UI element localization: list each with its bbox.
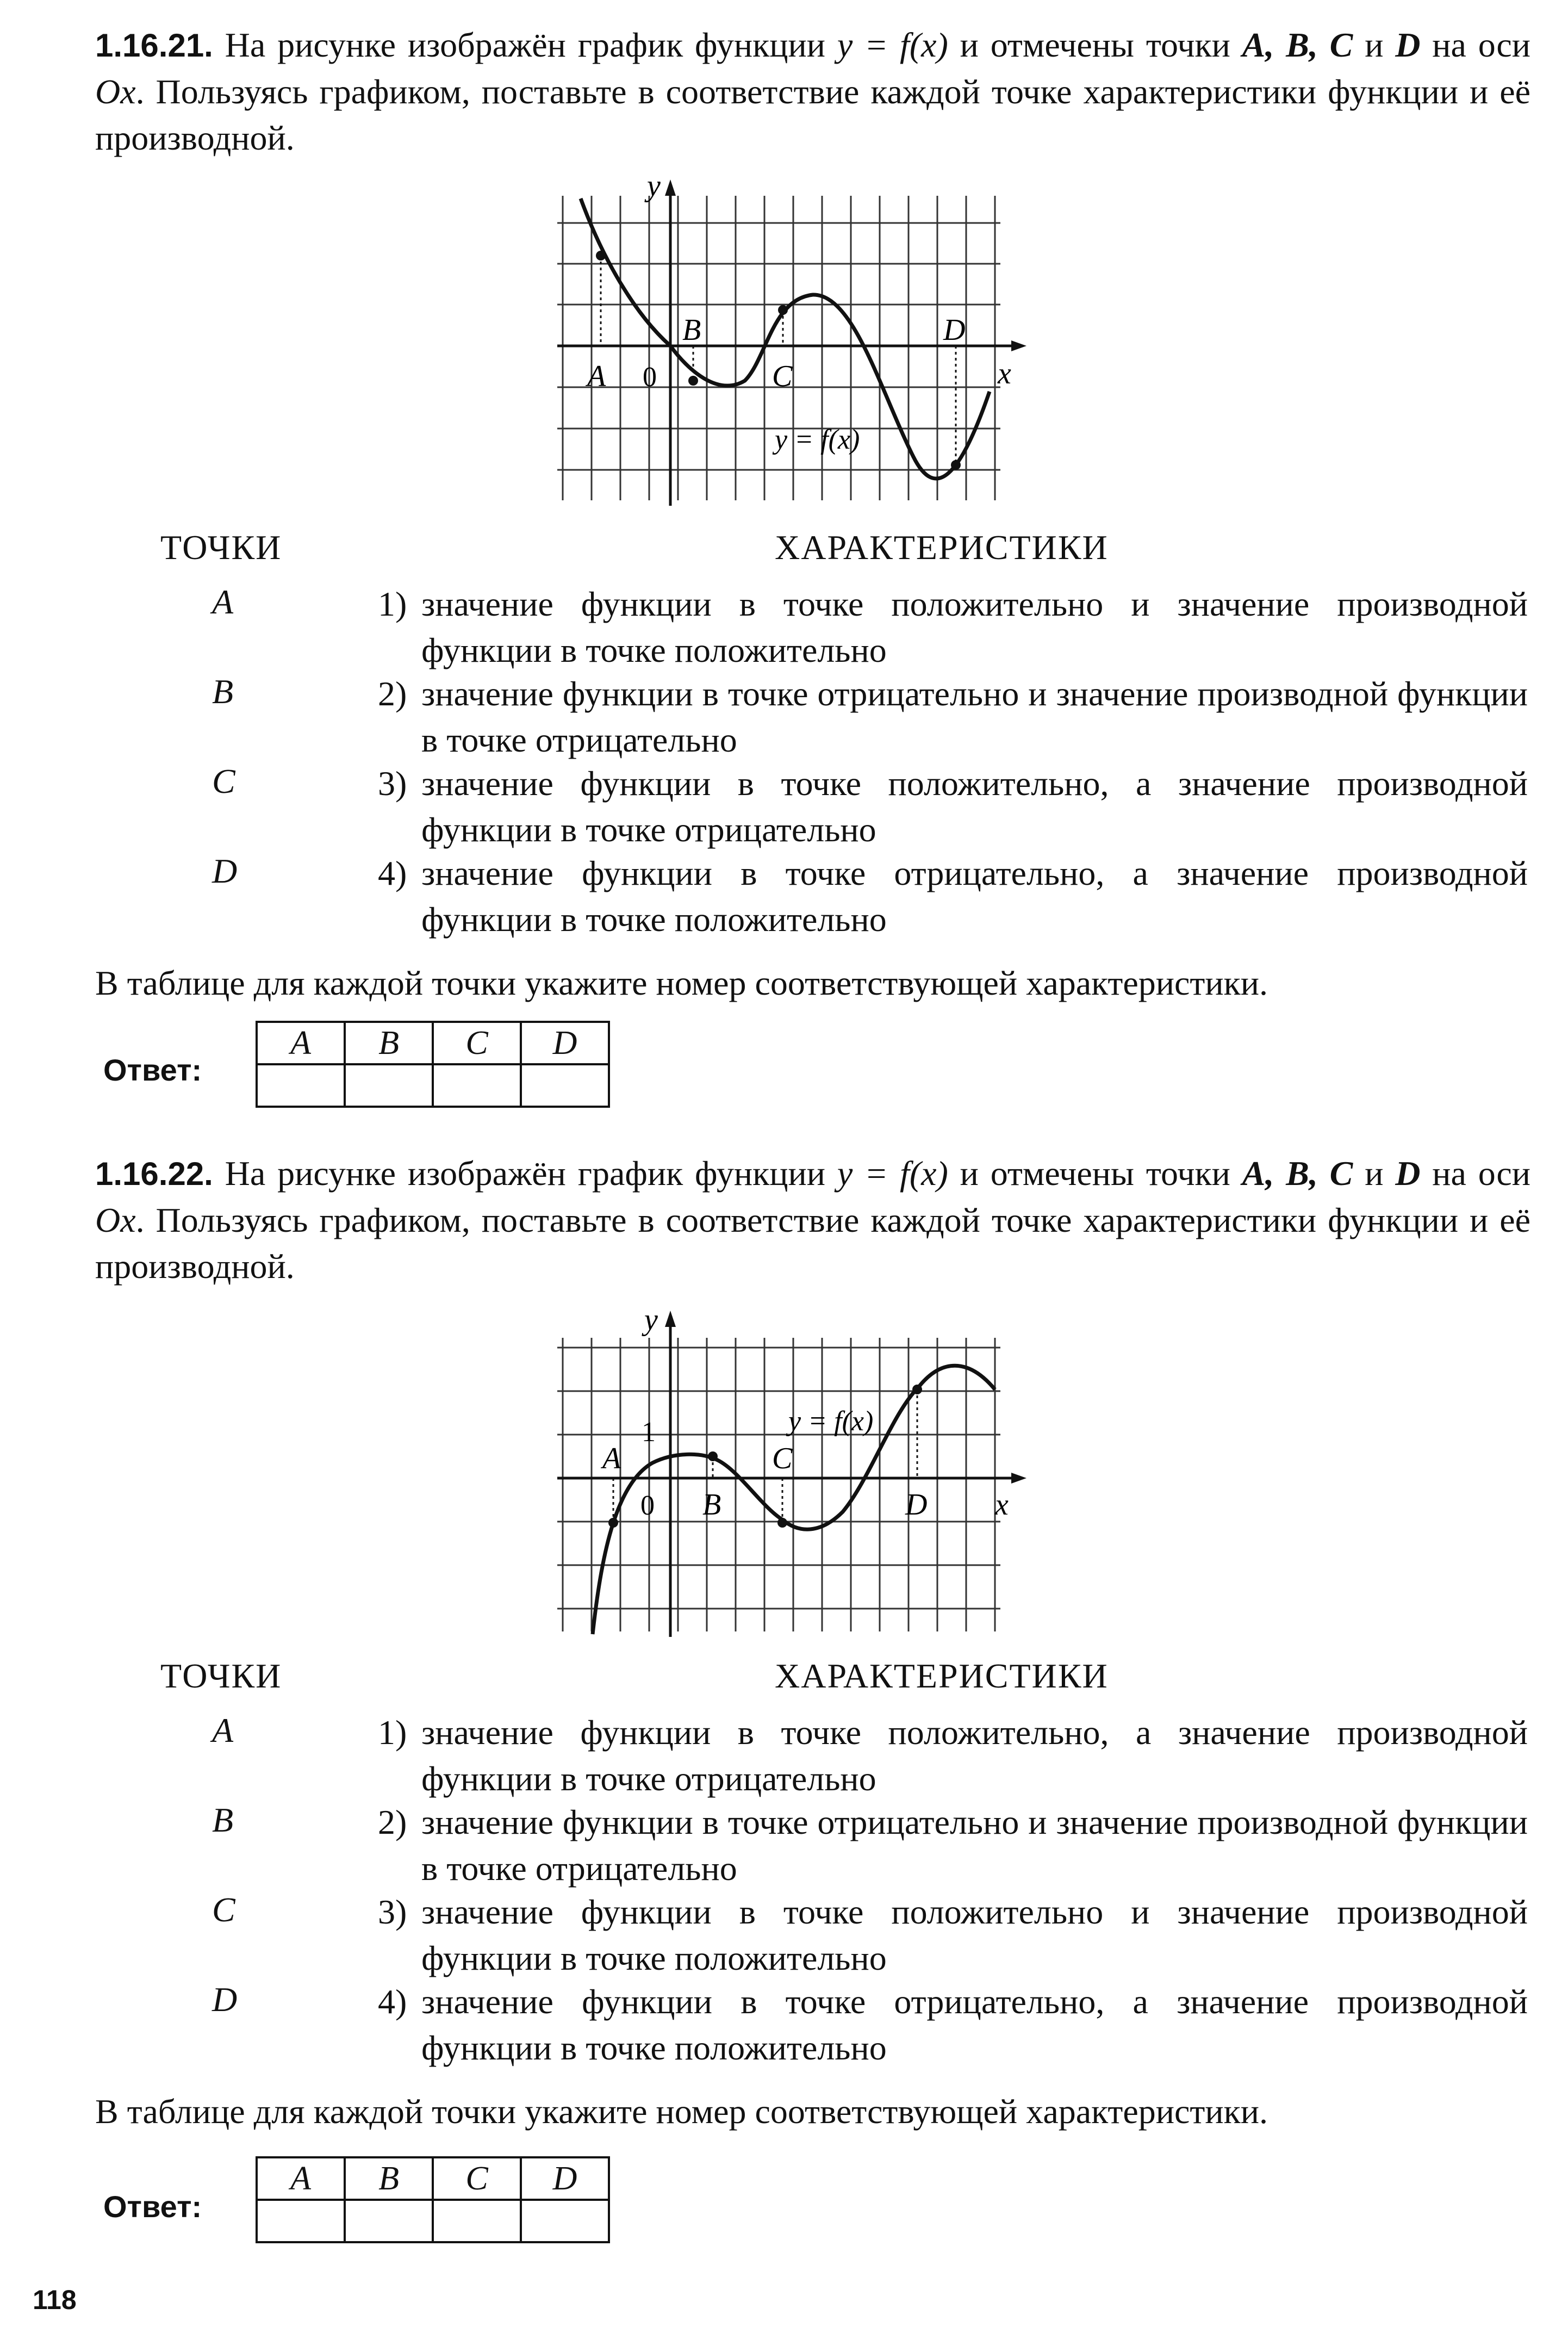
- answer-cell-c[interactable]: [433, 2200, 521, 2242]
- svg-text:y = f(x): y = f(x): [788, 1406, 874, 1437]
- answer-cell-a[interactable]: [257, 2200, 345, 2242]
- answer-header-b: B: [345, 1022, 433, 1064]
- problem-number: 1.16.21.: [95, 27, 213, 64]
- page-number: 118: [33, 2285, 77, 2315]
- graph-2: [555, 1305, 1033, 1642]
- answer-cell-a[interactable]: [257, 1064, 345, 1107]
- characteristic-2: 2) значение функции в точке отрицательно и значение производной функции в точке отрицательно: [378, 674, 1528, 759]
- answer-label: Ответ:: [103, 1053, 202, 1087]
- svg-text:B: B: [682, 313, 701, 347]
- point-label-b: B: [212, 672, 234, 711]
- svg-text:0: 0: [643, 362, 657, 393]
- answer-label: Ответ:: [103, 2189, 202, 2224]
- function-notation: y = f(x): [837, 1154, 948, 1193]
- answer-cell-d[interactable]: [521, 2200, 609, 2242]
- col-characteristics-header: ХАРАКТЕРИСТИКИ: [775, 528, 1109, 567]
- svg-text:x: x: [998, 357, 1011, 390]
- answer-header-c: C: [433, 2157, 521, 2200]
- answer-header-a: A: [257, 1022, 345, 1064]
- col-characteristics-header: ХАРАКТЕРИСТИКИ: [775, 1656, 1109, 1695]
- instruction: В таблице для каждой точки укажите номер соответствующей характеристики.: [95, 2092, 1268, 2131]
- col-points-header: ТОЧКИ: [160, 528, 282, 567]
- characteristic-3: 3) значение функции в точке положительно, а значение производной функции в точке отрицательно: [378, 764, 1528, 849]
- svg-text:A: A: [602, 1442, 621, 1475]
- col-points-header: ТОЧКИ: [160, 1656, 282, 1695]
- answer-cell-d[interactable]: [521, 1064, 609, 1107]
- point-label-d: D: [212, 852, 238, 890]
- svg-text:y = f(x): y = f(x): [775, 424, 860, 455]
- graph-1: [555, 174, 1033, 511]
- svg-text:C: C: [772, 1442, 793, 1475]
- svg-text:x: x: [995, 1488, 1009, 1522]
- answer-header-b: B: [345, 2157, 433, 2200]
- svg-text:A: A: [587, 359, 606, 393]
- characteristic-4: 4) значение функции в точке отрицательно, а значение производной функции в точке положительно: [378, 1982, 1528, 2067]
- svg-text:D: D: [943, 313, 966, 347]
- problem-number: 1.16.22.: [95, 1156, 213, 1192]
- point-label-a: A: [212, 582, 234, 621]
- svg-text:D: D: [905, 1488, 928, 1522]
- svg-text:B: B: [702, 1488, 721, 1522]
- function-notation: y = f(x): [837, 26, 948, 64]
- answer-header-a: A: [257, 2157, 345, 2200]
- answer-cell-b[interactable]: [345, 2200, 433, 2242]
- svg-text:0: 0: [640, 1490, 655, 1521]
- characteristic-3: 3) значение функции в точке положительно и значение производной функции в точке положительно: [378, 1893, 1528, 1977]
- answer-cell-b[interactable]: [345, 1064, 433, 1107]
- svg-text:y: y: [644, 1305, 658, 1337]
- point-label-a: A: [212, 1711, 234, 1749]
- answer-table: [256, 1021, 610, 1108]
- characteristic-1: 1) значение функции в точке положительно, а значение производной функции в точке отрицательно: [378, 1713, 1528, 1798]
- answer-header-c: C: [433, 1022, 521, 1064]
- problem-2-statement: 1.16.22. На рисунке изображён график функции y = f(x) и отмечены точки A, B, C и D на оси Ox. Пользуясь графиком, поставьте в соответствие каждой точке характеристики функции и её производной.: [95, 1154, 1531, 1286]
- point-label-c: C: [212, 762, 235, 801]
- answer-cell-c[interactable]: [433, 1064, 521, 1107]
- characteristic-1: 1) значение функции в точке положительно и значение производной функции в точке положительно: [378, 585, 1528, 669]
- characteristic-2: 2) значение функции в точке отрицательно и значение производной функции в точке отрицательно: [378, 1803, 1528, 1888]
- point-label-b: B: [212, 1801, 234, 1839]
- problem-1-statement: 1.16.21. На рисунке изображён график функции y = f(x) и отмечены точки A, B, C и D на оси Ox. Пользуясь графиком, поставьте в соответствие каждой точке характеристики функции и её производной.: [95, 26, 1531, 157]
- answer-table: [256, 2156, 610, 2243]
- svg-text:y: y: [647, 174, 661, 203]
- answer-header-d: D: [521, 1022, 609, 1064]
- svg-text:C: C: [772, 359, 793, 393]
- answer-header-d: D: [521, 2157, 609, 2200]
- instruction: В таблице для каждой точки укажите номер соответствующей характеристики.: [95, 964, 1268, 1002]
- svg-text:1: 1: [642, 1417, 656, 1448]
- characteristic-4: 4) значение функции в точке отрицательно, а значение производной функции в точке положительно: [378, 854, 1528, 939]
- point-label-c: C: [212, 1890, 235, 1929]
- point-label-d: D: [212, 1980, 238, 2019]
